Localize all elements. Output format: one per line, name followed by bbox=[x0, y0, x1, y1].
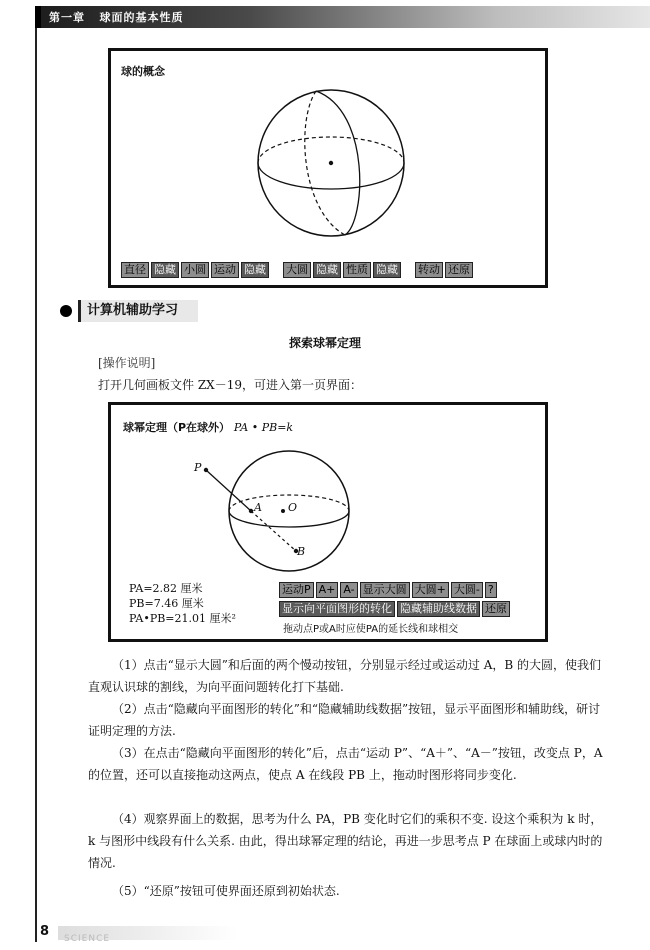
secant-outside bbox=[206, 470, 251, 511]
paragraph-3: （3）在点击“隐藏向平面图形的转化”后，点击“运动 P”、“A＋”、“A－”按钮，改变点 P，A 的位置，还可以直接拖动这两点，使点 A 在线段 PB 上，拖动时图形将同步变化. bbox=[88, 746, 603, 782]
chapter-header-text bbox=[49, 9, 184, 25]
paragraph-5: （5）“还原”按钮可使界面还原到初始状态. bbox=[112, 884, 340, 898]
btn-restore[interactable]: 还原 bbox=[445, 262, 473, 278]
btn-a-minus[interactable]: A- bbox=[340, 582, 357, 598]
point-O bbox=[281, 509, 285, 513]
btn-great-circle-minus[interactable]: 大圆- bbox=[451, 582, 483, 598]
btn-rotate[interactable]: 转动 bbox=[415, 262, 443, 278]
panel2-title-formula: PA • PB=k bbox=[233, 421, 294, 434]
btn-diameter[interactable]: 直径 bbox=[121, 262, 149, 278]
btn-hide-diameter[interactable]: 隐藏 bbox=[151, 262, 179, 278]
meridian-back bbox=[305, 91, 345, 235]
point-P bbox=[204, 468, 208, 472]
btn-restore-2[interactable]: 还原 bbox=[482, 601, 510, 617]
btn-move-p[interactable]: 运动P bbox=[279, 582, 314, 598]
operation-label: [操作说明] bbox=[98, 356, 156, 370]
label-B: B bbox=[297, 545, 306, 558]
equator-front bbox=[258, 163, 404, 189]
btn-small-circle[interactable]: 小圆 bbox=[181, 262, 209, 278]
measure-product: PA•PB=21.01 厘米² bbox=[129, 612, 236, 625]
chapter-title: 球面的基本性质 bbox=[99, 11, 184, 24]
measure-pb: PB=7.46 厘米 bbox=[129, 597, 204, 610]
btn-hide-small-circle[interactable]: 隐藏 bbox=[241, 262, 269, 278]
panel-title: 球的概念 bbox=[121, 65, 165, 78]
figure1-button-row bbox=[121, 262, 473, 278]
sphere-diagram bbox=[111, 51, 545, 285]
section-heading: 计算机辅助学习 bbox=[78, 300, 198, 322]
btn-show-plane-transform[interactable]: 显示向平面图形的转化 bbox=[279, 601, 395, 617]
paragraph-2: （2）点击“隐藏向平面图形的转化”和“隐藏辅助线数据”按钮，显示平面图形和辅助线，研讨证明定理的方法. bbox=[88, 702, 601, 738]
measurements bbox=[129, 581, 236, 626]
btn-a-plus[interactable]: A+ bbox=[316, 582, 339, 598]
btn-hide-aux-data[interactable]: 隐藏辅助线数据 bbox=[397, 601, 480, 617]
btn-great-circle-plus[interactable]: 大圆+ bbox=[412, 582, 449, 598]
figure2-button-row-2 bbox=[279, 601, 510, 617]
btn-hide-property[interactable]: 隐藏 bbox=[373, 262, 401, 278]
sphere-concept-panel bbox=[108, 48, 548, 288]
label-P: P bbox=[194, 461, 202, 474]
secant-inside bbox=[251, 511, 296, 551]
sphere-center bbox=[329, 161, 333, 165]
margin-rule bbox=[35, 28, 37, 942]
paragraph-1: （1）点击“显示大圆”和后面的两个慢动按钮，分别显示经过或运动过 A，B 的大圆，使我们直观认识球的割线，为向平面问题转化打下基础. bbox=[88, 658, 602, 694]
btn-property[interactable]: 性质 bbox=[343, 262, 371, 278]
chapter-header bbox=[35, 6, 650, 28]
btn-help[interactable]: ? bbox=[485, 582, 497, 598]
panel2-title-main: 球幂定理（P在球外） bbox=[123, 421, 231, 434]
section-title: 探索球幂定理 bbox=[288, 336, 361, 350]
point-A bbox=[249, 509, 253, 513]
section-bullet bbox=[60, 305, 72, 317]
equator-back bbox=[258, 137, 404, 163]
btn-hide-great-circle[interactable]: 隐藏 bbox=[313, 262, 341, 278]
figure2-button-row-1 bbox=[279, 582, 497, 598]
header-marker bbox=[35, 6, 41, 28]
label-O: O bbox=[288, 501, 298, 514]
footer-strip bbox=[58, 926, 238, 944]
btn-move[interactable]: 运动 bbox=[211, 262, 239, 278]
footer-strip-text: SCIENCE bbox=[64, 934, 111, 944]
measure-pa: PA=2.82 厘米 bbox=[129, 582, 203, 595]
operation-line: 打开几何画板文件 ZX－19，可进入第一页界面： bbox=[98, 378, 362, 392]
page-number: 8 bbox=[40, 924, 50, 939]
paragraph-4: （4）观察界面上的数据，思考为什么 PA，PB 变化时它们的乘积不变. 设这个乘积为 k 时，k 与图形中线段有什么关系. 由此，得出球幂定理的结论，再进一步思考点 P 在球面上或球内时的情况. bbox=[88, 812, 603, 870]
btn-show-great-circle[interactable]: 显示大圆 bbox=[360, 582, 410, 598]
btn-great-circle[interactable]: 大圆 bbox=[283, 262, 311, 278]
label-A: A bbox=[254, 501, 262, 514]
drag-hint: 拖动点P或A时应使PA的延长线和球相交 bbox=[283, 624, 459, 635]
chapter-number: 第一章 bbox=[49, 11, 85, 24]
power-theorem-panel bbox=[108, 402, 548, 642]
